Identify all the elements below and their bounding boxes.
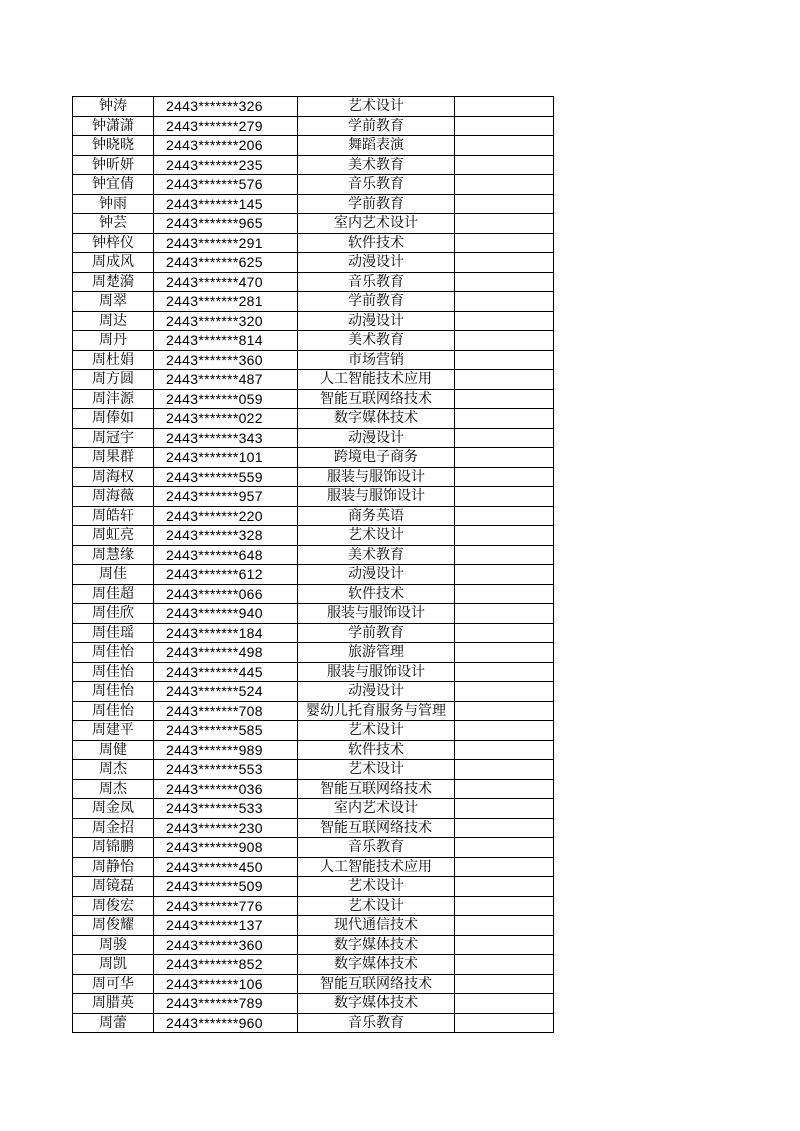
student-id-cell: 2443*******585 [154, 721, 298, 741]
table-row [73, 935, 554, 955]
student-id-cell: 2443*******576 [154, 175, 298, 195]
student-name-cell: 钟梓仪 [73, 233, 154, 253]
student-id-cell: 2443*******487 [154, 370, 298, 390]
note-cell [455, 662, 554, 682]
student-name-cell: 周丹 [73, 331, 154, 351]
student-name-cell: 周佳欣 [73, 604, 154, 624]
student-name-cell: 周金招 [73, 818, 154, 838]
student-name-cell: 周建平 [73, 721, 154, 741]
major-cell: 软件技术 [298, 233, 455, 253]
table-row [73, 838, 554, 858]
student-name-cell: 周沣源 [73, 389, 154, 409]
note-cell [455, 389, 554, 409]
note-cell [455, 1013, 554, 1033]
major-cell: 人工智能技术应用 [298, 857, 455, 877]
student-id-cell: 2443*******852 [154, 955, 298, 975]
note-cell [455, 565, 554, 585]
major-cell: 数字媒体技术 [298, 409, 455, 429]
note-cell [455, 643, 554, 663]
major-cell: 数字媒体技术 [298, 935, 455, 955]
student-id-cell: 2443*******328 [154, 526, 298, 546]
major-cell: 智能互联网络技术 [298, 389, 455, 409]
note-cell [455, 877, 554, 897]
note-cell [455, 292, 554, 312]
table-row [73, 350, 554, 370]
student-id-cell: 2443*******789 [154, 994, 298, 1014]
note-cell [455, 701, 554, 721]
major-cell: 艺术设计 [298, 721, 455, 741]
note-cell [455, 487, 554, 507]
note-cell [455, 467, 554, 487]
table-row [73, 740, 554, 760]
student-id-cell: 2443*******281 [154, 292, 298, 312]
table-row [73, 272, 554, 292]
student-id-cell: 2443*******022 [154, 409, 298, 429]
student-name-cell: 钟潇潇 [73, 116, 154, 136]
note-cell [455, 194, 554, 214]
major-cell: 人工智能技术应用 [298, 370, 455, 390]
note-cell [455, 721, 554, 741]
student-id-cell: 2443*******106 [154, 974, 298, 994]
student-id-cell: 2443*******612 [154, 565, 298, 585]
student-id-cell: 2443*******814 [154, 331, 298, 351]
table-row [73, 604, 554, 624]
student-name-cell: 周佳超 [73, 584, 154, 604]
note-cell [455, 116, 554, 136]
student-id-cell: 2443*******360 [154, 350, 298, 370]
student-id-cell: 2443*******320 [154, 311, 298, 331]
student-id-cell: 2443*******145 [154, 194, 298, 214]
table-row [73, 370, 554, 390]
student-id-cell: 2443*******708 [154, 701, 298, 721]
student-id-cell: 2443*******036 [154, 779, 298, 799]
table-row [73, 467, 554, 487]
student-name-cell: 周健 [73, 740, 154, 760]
major-cell: 动漫设计 [298, 253, 455, 273]
table-row [73, 116, 554, 136]
note-cell [455, 428, 554, 448]
table-row [73, 545, 554, 565]
note-cell [455, 604, 554, 624]
note-cell [455, 935, 554, 955]
student-id-cell: 2443*******509 [154, 877, 298, 897]
student-name-cell: 钟芸 [73, 214, 154, 234]
table-row [73, 760, 554, 780]
student-id-cell: 2443*******960 [154, 1013, 298, 1033]
table-row [73, 155, 554, 175]
major-cell: 学前教育 [298, 116, 455, 136]
roster-body [73, 97, 554, 1033]
note-cell [455, 448, 554, 468]
student-name-cell: 周果群 [73, 448, 154, 468]
note-cell [455, 272, 554, 292]
table-row [73, 643, 554, 663]
student-id-cell: 2443*******206 [154, 136, 298, 156]
table-row [73, 136, 554, 156]
major-cell: 服装与服饰设计 [298, 487, 455, 507]
student-id-cell: 2443*******524 [154, 682, 298, 702]
student-name-cell: 钟宜倩 [73, 175, 154, 195]
note-cell [455, 623, 554, 643]
note-cell [455, 370, 554, 390]
student-id-cell: 2443*******235 [154, 155, 298, 175]
note-cell [455, 331, 554, 351]
note-cell [455, 350, 554, 370]
major-cell: 数字媒体技术 [298, 994, 455, 1014]
major-cell: 动漫设计 [298, 682, 455, 702]
major-cell: 智能互联网络技术 [298, 974, 455, 994]
student-id-cell: 2443*******445 [154, 662, 298, 682]
student-id-cell: 2443*******230 [154, 818, 298, 838]
student-name-cell: 周俊耀 [73, 916, 154, 936]
student-name-cell: 周蕾 [73, 1013, 154, 1033]
student-name-cell: 周冠宇 [73, 428, 154, 448]
student-id-cell: 2443*******184 [154, 623, 298, 643]
note-cell [455, 175, 554, 195]
student-name-cell: 周腊英 [73, 994, 154, 1014]
major-cell: 艺术设计 [298, 896, 455, 916]
note-cell [455, 838, 554, 858]
student-id-cell: 2443*******291 [154, 233, 298, 253]
note-cell [455, 955, 554, 975]
major-cell: 音乐教育 [298, 1013, 455, 1033]
major-cell: 舞蹈表演 [298, 136, 455, 156]
note-cell [455, 994, 554, 1014]
student-name-cell: 钟涛 [73, 97, 154, 117]
table-row [73, 409, 554, 429]
major-cell: 商务英语 [298, 506, 455, 526]
student-name-cell: 钟昕妍 [73, 155, 154, 175]
student-name-cell: 周杜娟 [73, 350, 154, 370]
major-cell: 美术教育 [298, 331, 455, 351]
major-cell: 美术教育 [298, 545, 455, 565]
note-cell [455, 682, 554, 702]
table-row [73, 877, 554, 897]
table-row [73, 662, 554, 682]
major-cell: 动漫设计 [298, 428, 455, 448]
table-row [73, 428, 554, 448]
note-cell [455, 214, 554, 234]
student-id-cell: 2443*******553 [154, 760, 298, 780]
major-cell: 室内艺术设计 [298, 214, 455, 234]
table-row [73, 175, 554, 195]
student-name-cell: 周杰 [73, 760, 154, 780]
student-name-cell: 周海薇 [73, 487, 154, 507]
student-id-cell: 2443*******343 [154, 428, 298, 448]
student-name-cell: 周佳 [73, 565, 154, 585]
student-name-cell: 周成风 [73, 253, 154, 273]
note-cell [455, 974, 554, 994]
note-cell [455, 916, 554, 936]
note-cell [455, 779, 554, 799]
student-id-cell: 2443*******360 [154, 935, 298, 955]
table-row [73, 584, 554, 604]
table-row [73, 311, 554, 331]
student-id-cell: 2443*******137 [154, 916, 298, 936]
note-cell [455, 526, 554, 546]
major-cell: 跨境电子商务 [298, 448, 455, 468]
student-name-cell: 周方圆 [73, 370, 154, 390]
major-cell: 室内艺术设计 [298, 799, 455, 819]
table-row [73, 448, 554, 468]
table-row [73, 896, 554, 916]
major-cell: 音乐教育 [298, 838, 455, 858]
student-name-cell: 钟雨 [73, 194, 154, 214]
roster-table [72, 96, 554, 1033]
table-row [73, 994, 554, 1014]
note-cell [455, 311, 554, 331]
student-name-cell: 周镜磊 [73, 877, 154, 897]
table-row [73, 818, 554, 838]
student-name-cell: 周静怡 [73, 857, 154, 877]
major-cell: 婴幼儿托育服务与管理 [298, 701, 455, 721]
student-id-cell: 2443*******220 [154, 506, 298, 526]
student-name-cell: 周虹亮 [73, 526, 154, 546]
note-cell [455, 545, 554, 565]
major-cell: 智能互联网络技术 [298, 779, 455, 799]
student-id-cell: 2443*******101 [154, 448, 298, 468]
student-name-cell: 周佳怡 [73, 643, 154, 663]
student-id-cell: 2443*******470 [154, 272, 298, 292]
major-cell: 动漫设计 [298, 565, 455, 585]
student-name-cell: 周金凤 [73, 799, 154, 819]
student-name-cell: 周佳怡 [73, 662, 154, 682]
student-name-cell: 周翠 [73, 292, 154, 312]
student-name-cell: 周俸如 [73, 409, 154, 429]
student-id-cell: 2443*******965 [154, 214, 298, 234]
major-cell: 数字媒体技术 [298, 955, 455, 975]
student-id-cell: 2443*******648 [154, 545, 298, 565]
table-row [73, 779, 554, 799]
student-id-cell: 2443*******957 [154, 487, 298, 507]
table-row [73, 682, 554, 702]
table-row [73, 916, 554, 936]
table-row [73, 97, 554, 117]
major-cell: 学前教育 [298, 292, 455, 312]
student-name-cell: 钟晓晓 [73, 136, 154, 156]
note-cell [455, 233, 554, 253]
table-row [73, 487, 554, 507]
student-id-cell: 2443*******059 [154, 389, 298, 409]
student-id-cell: 2443*******066 [154, 584, 298, 604]
student-name-cell: 周佳怡 [73, 701, 154, 721]
table-row [73, 194, 554, 214]
table-row [73, 292, 554, 312]
student-id-cell: 2443*******908 [154, 838, 298, 858]
student-name-cell: 周佳瑶 [73, 623, 154, 643]
major-cell: 软件技术 [298, 584, 455, 604]
table-row [73, 526, 554, 546]
major-cell: 学前教育 [298, 623, 455, 643]
major-cell: 服装与服饰设计 [298, 662, 455, 682]
student-id-cell: 2443*******450 [154, 857, 298, 877]
major-cell: 软件技术 [298, 740, 455, 760]
note-cell [455, 155, 554, 175]
table-row [73, 701, 554, 721]
table-row [73, 565, 554, 585]
table-row [73, 623, 554, 643]
student-name-cell: 周可华 [73, 974, 154, 994]
student-id-cell: 2443*******940 [154, 604, 298, 624]
major-cell: 艺术设计 [298, 760, 455, 780]
student-id-cell: 2443*******559 [154, 467, 298, 487]
note-cell [455, 584, 554, 604]
student-name-cell: 周楚漪 [73, 272, 154, 292]
student-id-cell: 2443*******625 [154, 253, 298, 273]
table-row [73, 974, 554, 994]
major-cell: 艺术设计 [298, 97, 455, 117]
note-cell [455, 506, 554, 526]
student-name-cell: 周杰 [73, 779, 154, 799]
note-cell [455, 799, 554, 819]
major-cell: 动漫设计 [298, 311, 455, 331]
major-cell: 艺术设计 [298, 877, 455, 897]
table-row [73, 214, 554, 234]
major-cell: 服装与服饰设计 [298, 467, 455, 487]
major-cell: 智能互联网络技术 [298, 818, 455, 838]
major-cell: 服装与服饰设计 [298, 604, 455, 624]
student-id-cell: 2443*******498 [154, 643, 298, 663]
student-id-cell: 2443*******326 [154, 97, 298, 117]
major-cell: 学前教育 [298, 194, 455, 214]
note-cell [455, 409, 554, 429]
note-cell [455, 760, 554, 780]
student-id-cell: 2443*******279 [154, 116, 298, 136]
major-cell: 音乐教育 [298, 272, 455, 292]
student-id-cell: 2443*******989 [154, 740, 298, 760]
student-id-cell: 2443*******533 [154, 799, 298, 819]
student-name-cell: 周海权 [73, 467, 154, 487]
table-row [73, 857, 554, 877]
table-row [73, 1013, 554, 1033]
major-cell: 旅游管理 [298, 643, 455, 663]
note-cell [455, 740, 554, 760]
student-name-cell: 周骏 [73, 935, 154, 955]
student-name-cell: 周佳怡 [73, 682, 154, 702]
major-cell: 现代通信技术 [298, 916, 455, 936]
major-cell: 美术教育 [298, 155, 455, 175]
major-cell: 艺术设计 [298, 526, 455, 546]
student-name-cell: 周俊宏 [73, 896, 154, 916]
table-row [73, 331, 554, 351]
student-id-cell: 2443*******776 [154, 896, 298, 916]
major-cell: 音乐教育 [298, 175, 455, 195]
table-row [73, 506, 554, 526]
note-cell [455, 857, 554, 877]
table-row [73, 233, 554, 253]
note-cell [455, 136, 554, 156]
student-name-cell: 周皓轩 [73, 506, 154, 526]
student-name-cell: 周锦鹏 [73, 838, 154, 858]
note-cell [455, 97, 554, 117]
note-cell [455, 253, 554, 273]
student-name-cell: 周达 [73, 311, 154, 331]
note-cell [455, 896, 554, 916]
table-row [73, 799, 554, 819]
table-row [73, 389, 554, 409]
table-row [73, 253, 554, 273]
table-row [73, 721, 554, 741]
note-cell [455, 818, 554, 838]
student-name-cell: 周慧缘 [73, 545, 154, 565]
table-row [73, 955, 554, 975]
student-name-cell: 周凯 [73, 955, 154, 975]
major-cell: 市场营销 [298, 350, 455, 370]
